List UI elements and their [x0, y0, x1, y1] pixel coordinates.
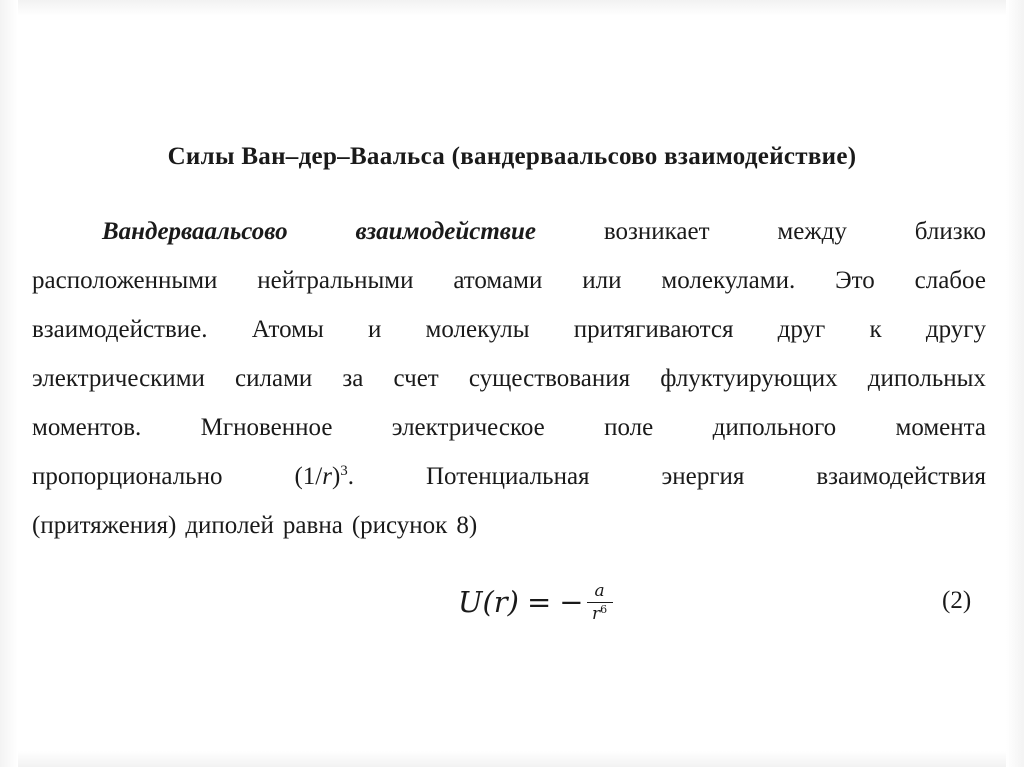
word: электрическое — [391, 414, 545, 441]
word: к — [869, 316, 882, 343]
inline-expression: $(1/r)^3$. — [294, 463, 355, 490]
word: слабое — [914, 267, 986, 294]
word: силами — [235, 365, 313, 392]
word: возникает — [603, 218, 710, 245]
word: существования — [468, 365, 631, 392]
word: взаимодействие. — [32, 316, 208, 343]
equation-number: (2) — [942, 587, 972, 614]
slide-frame-left — [0, 0, 18, 767]
word: и — [367, 316, 382, 343]
word: взаимодействия — [816, 463, 986, 490]
word: между — [777, 218, 847, 245]
slide-frame-top — [0, 0, 1024, 16]
word: близко — [914, 218, 986, 245]
paragraph-line-7 — [32, 501, 986, 550]
word: (притяжения) — [32, 512, 177, 539]
term-word: взаимодействие — [355, 218, 536, 245]
word: дипольного — [712, 414, 837, 441]
word: Потенциальная — [426, 463, 590, 490]
word: пропорционально — [32, 463, 223, 490]
word: (рисунок — [351, 512, 448, 539]
word: равна — [282, 512, 343, 539]
paragraph-line-1 — [32, 207, 986, 256]
word: притягиваются — [573, 316, 734, 343]
word: нейтральными — [257, 267, 414, 294]
word: момента — [895, 414, 986, 441]
word: моментов. — [32, 414, 142, 441]
slide-frame-right — [1006, 0, 1024, 767]
potential-formula — [458, 570, 613, 634]
formula-fraction — [587, 581, 613, 624]
word: другу — [925, 316, 986, 343]
word: диполей — [185, 512, 274, 539]
paragraph-line-5 — [32, 403, 986, 452]
word: Мгновенное — [200, 414, 333, 441]
word: Это — [835, 267, 875, 294]
formula-minus: − — [559, 585, 584, 619]
paragraph-line-3 — [32, 305, 986, 354]
word: молекулами. — [661, 267, 796, 294]
exponent: 3 — [340, 463, 348, 479]
formula-equals: = — [526, 585, 552, 619]
paragraph-line-4 — [32, 354, 986, 403]
denominator-exponent: 6 — [600, 602, 608, 616]
word: друг — [777, 316, 826, 343]
word: Атомы — [251, 316, 324, 343]
word: счет — [393, 365, 439, 392]
term-word: Вандерваальсово — [102, 218, 288, 245]
fraction-denominator: $r^6$ — [591, 602, 608, 624]
word: 8) — [456, 512, 478, 539]
variable-r: r — [322, 463, 332, 490]
fraction-numerator: a — [594, 580, 605, 601]
word: флуктуирующих — [660, 365, 838, 392]
word: дипольных — [867, 365, 986, 392]
formula-lhs: U(r) — [458, 585, 519, 619]
word: атомами — [453, 267, 543, 294]
word: молекулы — [425, 316, 530, 343]
word: электрическими — [32, 365, 205, 392]
paragraph-line-6 — [32, 452, 986, 501]
slide-title: Силы Ван–дер–Ваальса (вандерваальсово взаимодействие) — [167, 143, 857, 170]
word: энергия — [661, 463, 745, 490]
paragraph-line-2 — [32, 256, 986, 305]
word: поле — [604, 414, 654, 441]
word: за — [342, 365, 364, 392]
word: или — [582, 267, 622, 294]
body-paragraph — [32, 207, 986, 550]
word: расположенными — [32, 267, 218, 294]
slide-frame-bottom — [0, 751, 1024, 767]
